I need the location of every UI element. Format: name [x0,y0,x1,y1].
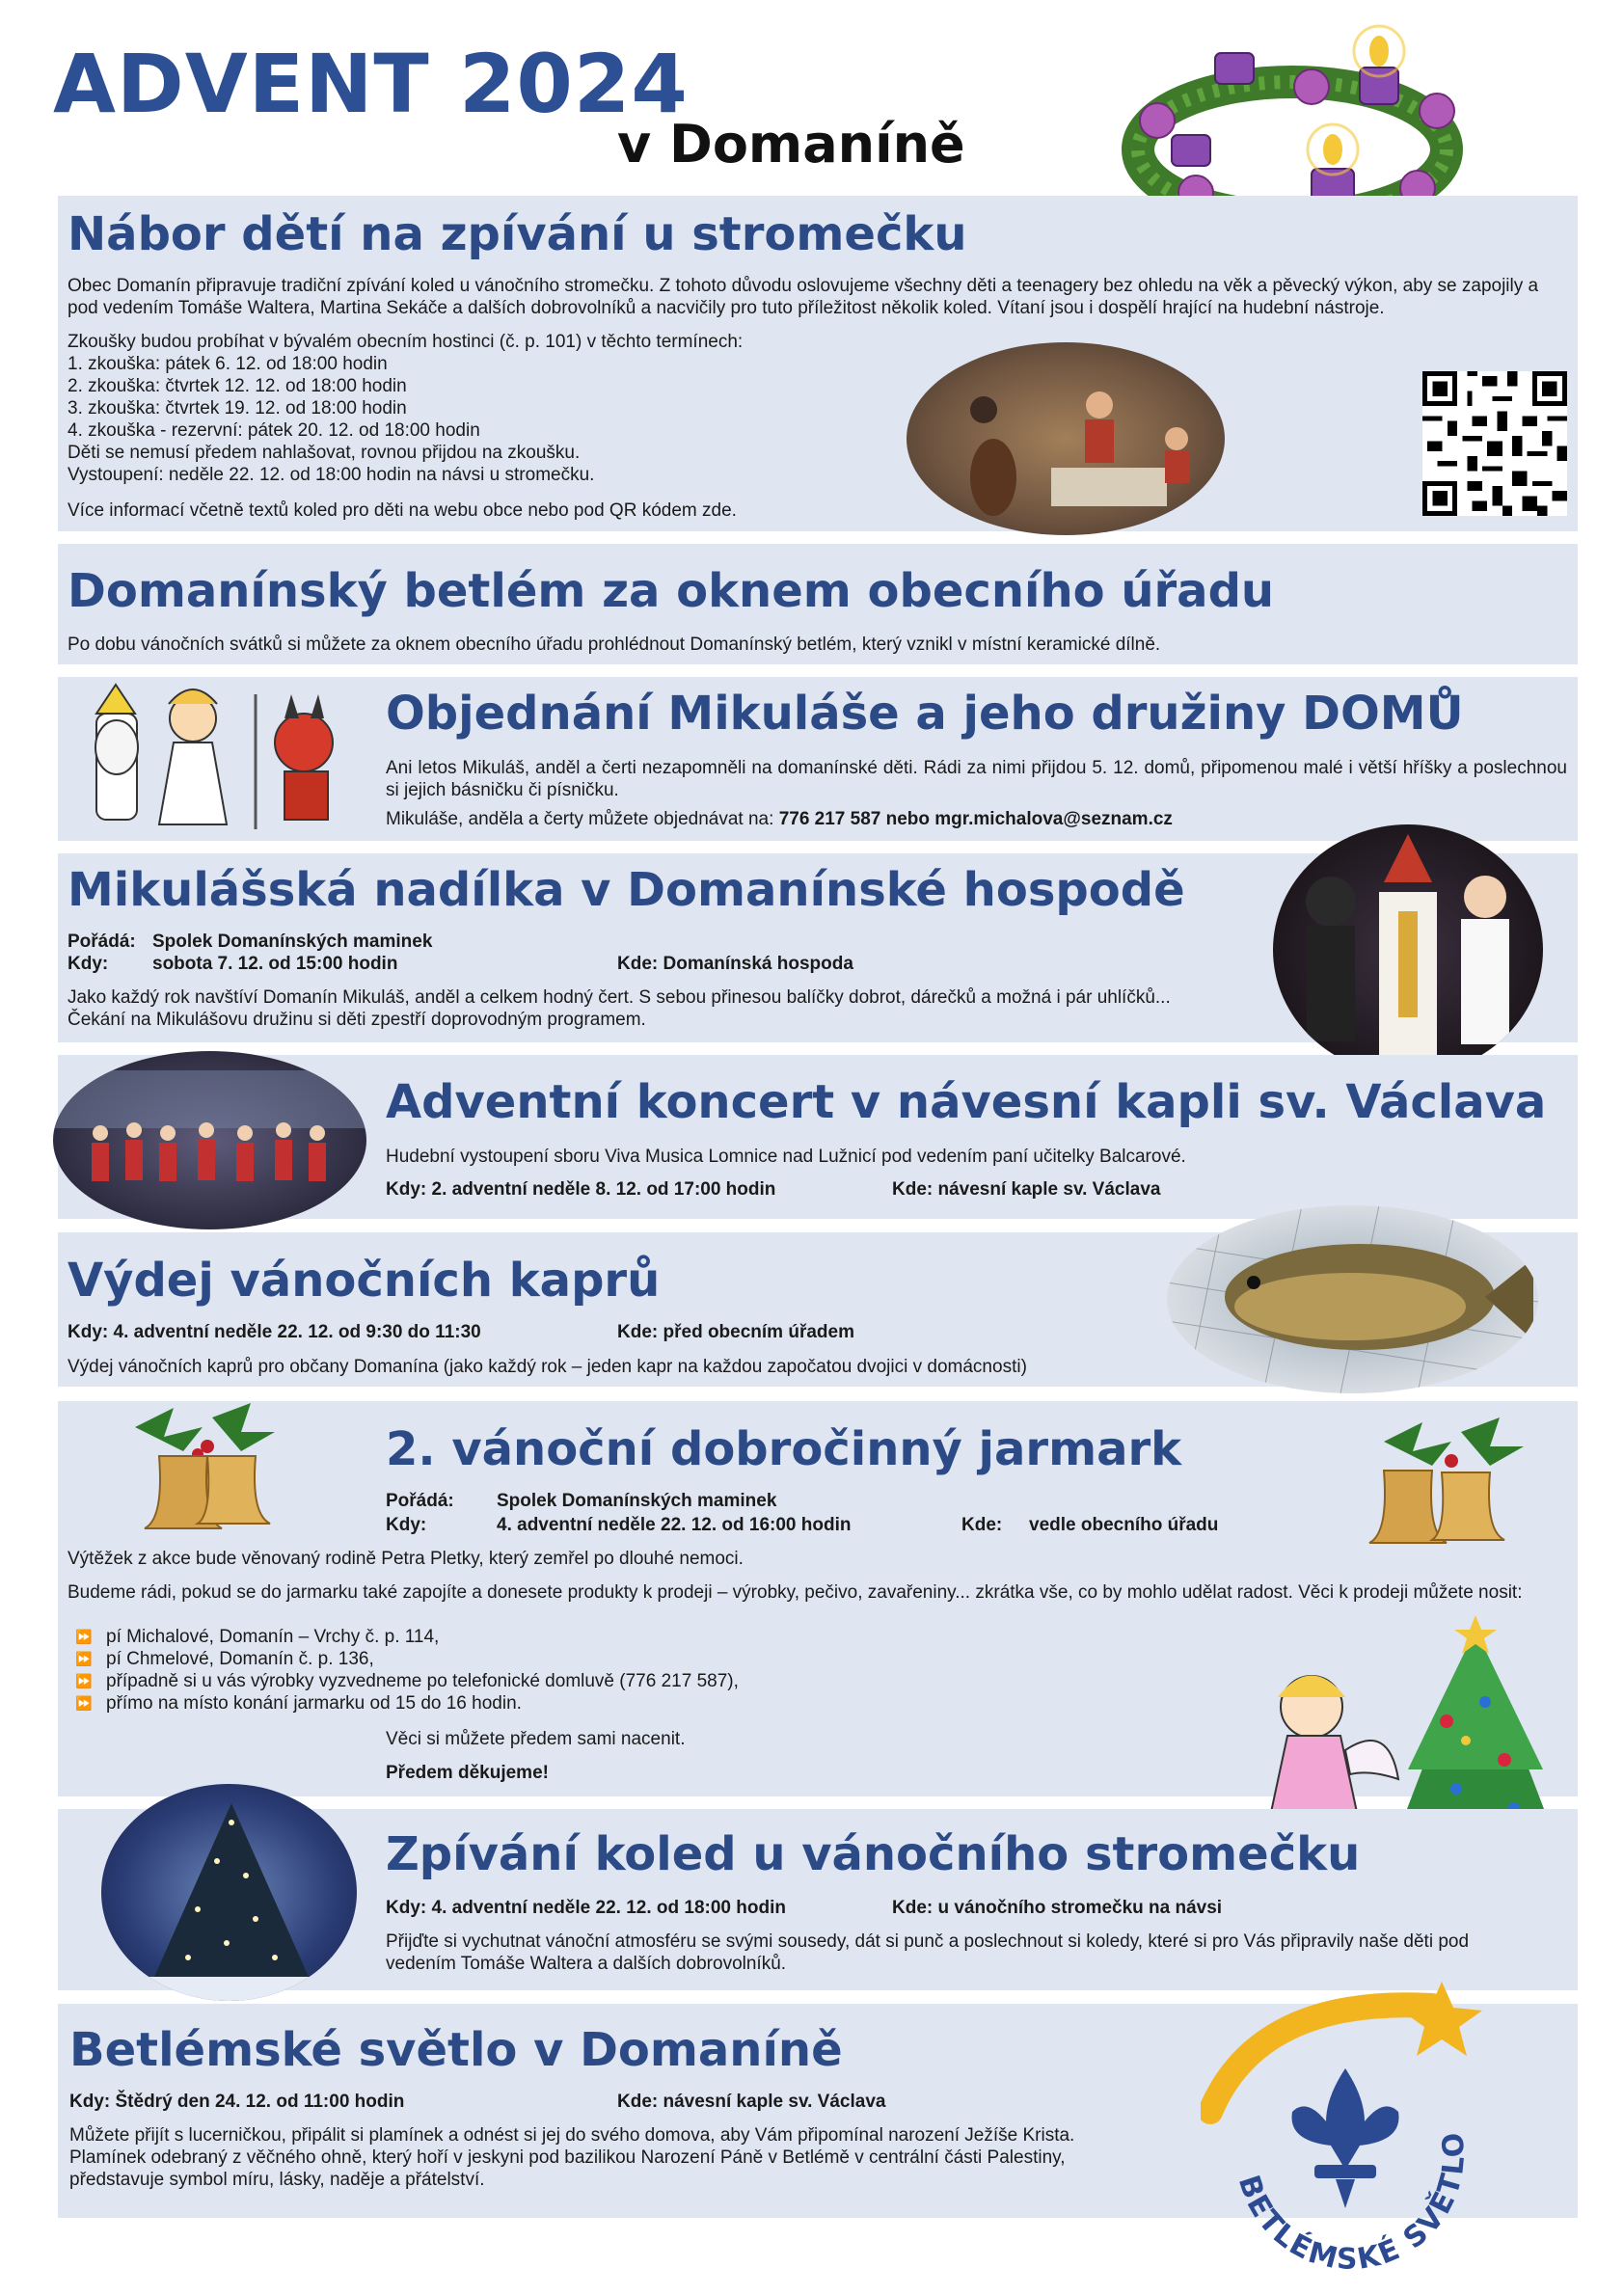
svetlo-where: Kde: návesní kaple sv. Václava [617,2092,886,2112]
logo-text: BETLÉMSKÉ SVĚTLO [1231,2128,1473,2277]
jarmark-when-label: Kdy: [386,1515,427,1535]
schedule-line: 1. zkouška: pátek 6. 12. od 18:00 hodin [68,354,388,374]
svetlo-text: Můžete přijít s lucerničkou, připálit si plamínek a odnést si jej do svého domova, aby Vám připomínal narození Ježíše Krista. Plamínek odebraný z věčného ohně, který hoří v jeskyni pod bazilikou Narození Páně v Betlémě v centrální části Palestiny, představuje symbol míru, lásky, naděje a přátelství. [69,2125,1075,2190]
bells-icon [1365,1413,1529,1552]
jarmark-text-3: Věci si můžete předem sami nacenit. [386,1729,686,1749]
section-title-mikulas-domu: Objednání Mikuláše a jeho družiny DOMŮ [386,687,1464,741]
koncert-when: Kdy: 2. adventní neděle 8. 12. od 17:00 hodin [386,1179,776,1200]
jarmark-text-2: Budeme rádi, pokud se do jarmarku také zapojíte a donesete produkty k prodeji – výrobky, pečivo, zavařeniny... zkrátka vše, co by mohlo udělat radost. Věci k prodeji můžete nosit: [68,1582,1523,1603]
list-item: ⏩ pí Chmelové, Domanín č. p. 136, [68,1648,935,1670]
order-contact[interactable]: 776 217 587 nebo mgr.michalova@seznam.cz [778,809,1173,829]
nadilka-where: Kde: Domanínská hospoda [617,954,853,974]
jarmark-drop-off-list [68,1626,935,1714]
musicians-photo [907,342,1225,535]
zpivani-text: Přijďte si vychutnat vánoční atmosféru se svými sousedy, dát si punč a poslechnout si koledy, které si pro Vás připravily naše děti pod vedením Tomáše Waltera a dalších dobrovolníků. [386,1931,1470,1974]
nadilka-when-value: sobota 7. 12. od 15:00 hodin [152,954,398,974]
koncert-where: Kde: návesní kaple sv. Václava [892,1179,1161,1200]
betlem-text: Po dobu vánočních svátků si můžete za oknem obecního úřadu prohlédnout Domanínský betlém, který vznikl v místní keramické dílně. [68,634,1161,655]
schedule-line: 2. zkouška: čtvrtek 12. 12. od 18:00 hodin [68,376,407,396]
schedule-line: 3. zkouška: čtvrtek 19. 12. od 18:00 hodin [68,398,407,418]
kapri-text: Výdej vánočních kaprů pro občany Domanína (jako každý rok – jeden kapr na každou započatou dvojici v domácnosti) [68,1357,1027,1377]
bells-icon [116,1398,280,1538]
section-title-kapri: Výdej vánočních kaprů [68,1254,661,1308]
nadilka-org-value: Spolek Domanínských maminek [152,932,433,952]
jarmark-thanks: Předem děkujeme! [386,1763,549,1783]
fish-icon [1167,1205,1538,1393]
section-title-nadilka: Mikulášská nadílka v Domanínské hospodě [68,863,1185,917]
mikulas-domu-text: Ani letos Mikuláš, anděl a čerti nezapomněli na domanínské děti. Rádi za nimi přijdou 5. 12. domů, připomenou malé i větší hříšky a poslechnou si jejich básničku či písničku. [386,758,1567,800]
list-item: ⏩ přímo na místo konání jarmarku od 15 do 16 hodin. [68,1692,935,1714]
jarmark-where-value: vedle obecního úřadu [1029,1515,1219,1535]
nabor-schedule [68,331,916,486]
jarmark-org-value: Spolek Domanínských maminek [497,1491,777,1511]
svetlo-when: Kdy: Štědrý den 24. 12. od 11:00 hodin [69,2092,405,2112]
order-label: Mikuláše, anděla a čerty můžete objednávat na: [386,809,779,829]
kapri-where: Kde: před obecním úřadem [617,1322,854,1342]
betlemske-svetlo-logo [1201,1977,1490,2295]
schedule-line: Vystoupení: neděle 22. 12. od 18:00 hodin na návsi u stromečku. [68,465,595,485]
zpivani-where: Kde: u vánočního stromečku na návsi [892,1898,1223,1918]
zpivani-when: Kdy: 4. adventní neděle 22. 12. od 18:00 hodin [386,1898,786,1918]
qr-code-icon[interactable] [1422,371,1567,516]
tree-night-photo [101,1784,357,2001]
nadilka-org-label: Pořádá: [68,932,136,952]
mikulas-photo [1273,824,1543,1075]
section-title-nabor: Nábor dětí na zpívání u stromečku [68,207,967,261]
jarmark-when-value: 4. adventní neděle 22. 12. od 16:00 hodin [497,1515,852,1535]
schedule-line: Zkoušky budou probíhat v bývalém obecním hostinci (č. p. 101) v těchto termínech: [68,332,744,352]
nadilka-text-1: Jako každý rok navštíví Domanín Mikuláš, anděl a celkem hodný čert. S sebou přinesou balíčky dobrot, dárečků a možná i pár uhlíčků... [68,987,1171,1008]
choir-photo [53,1051,366,1229]
section-title-betlemske-svetlo: Betlémské světlo v Domaníně [69,2023,843,2077]
kapri-when: Kdy: 4. adventní neděle 22. 12. od 9:30 do 11:30 [68,1322,481,1342]
koncert-text: Hudební vystoupení sboru Viva Musica Lomnice nad Lužnicí pod vedením paní učitelky Balcarové. [386,1147,1186,1167]
section-title-jarmark: 2. vánoční dobročinný jarmark [386,1422,1182,1476]
section-title-zpivani: Zpívání koled u vánočního stromečku [386,1827,1361,1881]
schedule-line: Děti se nemusí předem nahlašovat, rovnou přijdou na zkoušku. [68,443,581,463]
page-title: ADVENT 2024 [53,37,689,131]
jarmark-org-label: Pořádá: [386,1491,454,1511]
nabor-intro: Obec Domanín připravuje tradiční zpívání koled u vánočního stromečku. Z tohoto důvodu oslovujeme všechny děti a teenagery bez ohledu na věk a pěvecký výkon, aby se zapojily a pod vedením Tomáše Waltera, Martina Sekáče a dalších dobrovolníků a nacvičily pro tuto příležitost několik koled. Vítaní jsou i dospělí hrající na hudební nástroje. [68,276,1539,318]
nabor-more: Více informací včetně textů koled pro děti na webu obce nebo pod QR kódem zde. [68,500,737,521]
section-title-betlem: Domanínský betlém za oknem obecního úřadu [68,564,1275,618]
schedule-line: 4. zkouška - rezervní: pátek 20. 12. od 18:00 hodin [68,420,480,441]
page-subtitle: v Domaníně [617,114,965,175]
nadilka-when-label: Kdy: [68,954,109,974]
fleur-de-lis-icon [1292,2068,1399,2208]
list-item: ⏩ případně si u vás výrobky vyzvedneme po telefonické domluvě (776 217 587), [68,1670,935,1692]
jarmark-text-1: Výtěžek z akce bude věnovaný rodině Petra Pletky, který zemřel po dlouhé nemoci. [68,1549,744,1569]
list-item: ⏩ pí Michalové, Domanín – Vrchy č. p. 114, [68,1626,935,1648]
nadilka-text-2: Čekání na Mikulášovu družinu si děti zpestří doprovodným programem. [68,1010,646,1030]
mikulas-order [386,808,1173,830]
jarmark-where-label: Kde: [961,1515,1003,1535]
section-title-koncert: Adventní koncert v návesní kapli sv. Václava [386,1075,1547,1129]
saints-icon [39,675,371,839]
